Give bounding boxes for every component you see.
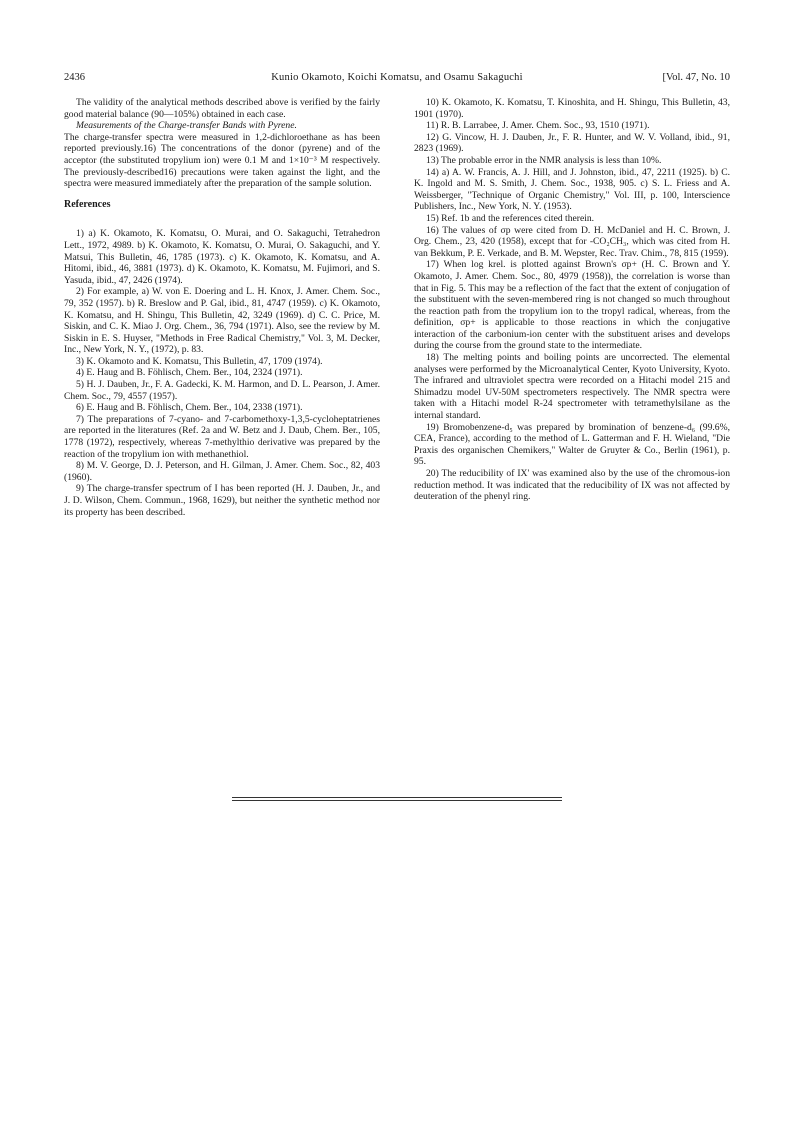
reference-item: 7) The preparations of 7-cyano- and 7-carbomethoxy-1,3,5-cycloheptatrienes are reported in the literatures (Ref. 2a and W. Betz and J. Daub, Chem. Ber., 105, 1778 (1972), respectively, whereas 7-methylthio derivative was prepared by the reaction of the tropylium ion with methanethiol. (64, 413, 380, 460)
reference-item: 20) The reducibility of IX' was examined also by the use of the chromous-ion reduction method. It was indicated that the reducibility of IX was not affected by deuteration of the phenyl ring. (414, 468, 730, 503)
reference-item: 16) The values of σp were cited from D. H. McDaniel and H. C. Brown, J. Org. Chem., 23, 420 (1958), except that for -CO₂CH₃, which was cited from H. van Bekkum, P. E. Verkade, and B. M. Wepster, Rec. Trav. Chim., 78, 815 (1959). (414, 224, 730, 259)
reference-item: 8) M. V. George, D. J. Peterson, and H. Gilman, J. Amer. Chem. Soc., 82, 403 (1960). (64, 460, 380, 483)
reference-item: 12) G. Vincow, H. J. Dauben, Jr., F. R. Hunter, and W. V. Volland, ibid., 91, 2823 (1969). (414, 131, 730, 155)
left-column (64, 97, 380, 518)
reference-item: 13) The probable error in the NMR analysis is less than 10%. (426, 154, 662, 166)
reference-item: 17) When log krel. is plotted against Brown's σp+ (H. C. Brown and Y. Okamoto, J. Amer. Chem. Soc., 80, 4979 (1958)), the correlation is worse than that in Fig. 5. This may be a reflection of the fact that the extent of conjugation of the substituent with the seven-membered ring is not changed so much throughout the reaction path from the tropylium ion to the tropyl radical, whereas, from the definition, σp+ is applicable to those reactions in which the conjugative interaction of the carbonium-ion center with the substituent arises and develops during the course from the ground state to the intermediate. (414, 259, 730, 352)
reference-item: 11) R. B. Larrabee, J. Amer. Chem. Soc., 93, 1510 (1971). (426, 120, 650, 132)
references-heading: References (64, 198, 111, 210)
measurement-paragraph: The charge-transfer spectra were measured in 1,2-dichloroethane as has been reported previously.16) The concentrations of the donor (pyrene) and of the acceptor (the substituted tropylium ion) were 0.1 M and 1×10⁻³ M respectively. The previously-described16) precautions were taken against the light, and the spectra were measured immediately after the preparation of the sample solution. (64, 131, 380, 190)
author-line: Kunio Okamoto, Koichi Komatsu, and Osamu Sakaguchi (271, 72, 523, 83)
running-header (64, 72, 730, 86)
reference-item: 1) a) K. Okamoto, K. Komatsu, O. Murai, and O. Sakaguchi, Tetrahedron Lett., 1972, 4989. b) K. Okamoto, K. Komatsu, O. Murai, O. Sakaguchi, and Y. Matsui, This Bulletin, 46, 1785 (1973). c) K. Okamoto, K. Komatsu, and A. Hitomi, ibid., 46, 3881 (1973). d) K. Okamoto, K. Komatsu, M. Fujimori, and S. Yasuda, ibid., 47, 2426 (1974). (64, 228, 380, 286)
reference-item: 3) K. Okamoto and K. Komatsu, This Bulletin, 47, 1709 (1974). (76, 355, 323, 367)
reference-item: 14) a) A. W. Francis, A. J. Hill, and J. Johnston, ibid., 47, 2211 (1925). b) C. K. Ingold and M. S. Smith, J. Chem. Soc., 1938, 905. c) S. L. Friess and A. Weissberger, "Technique of Organic Chemistry," Vol. III, p. 100, Interscience Publishers, Inc., New York, N. Y. (1953). (414, 166, 730, 213)
reference-item: 19) Bromobenzene-d₅ was prepared by bromination of benzene-d₆ (99.6%, CEA, France), according to the method of L. Gatterman and F. H. Wieland, "Die Praxis des organischen Chemikers," Walter de Gruyter & Co., Berlin (1961), p. 95. (414, 421, 730, 468)
reference-item: 2) For example, a) W. von E. Doering and L. H. Knox, J. Amer. Chem. Soc., 79, 352 (1957). b) R. Breslow and P. Gal, ibid., 81, 4747 (1959). c) K. Okamoto, K. Komatsu, and H. Shingu, This Bulletin, 42, 3249 (1969). d) C. C. Price, M. Siskin, and C. K. Miao J. Org. Chem., 36, 794 (1971). Also, see the review by M. Siskin in E. S. Huyser, "Methods in Free Radical Chemistry," Vol. 3, M. Decker, Inc., New York, N. Y., (1972), p. 83. (64, 286, 380, 356)
reference-item: 5) H. J. Dauben, Jr., F. A. Gadecki, K. M. Harmon, and D. L. Pearson, J. Amer. Chem. Soc., 79, 4557 (1957). (64, 379, 380, 402)
reference-item: 10) K. Okamoto, K. Komatsu, T. Kinoshita, and H. Shingu, This Bulletin, 43, 1901 (1970). (414, 97, 730, 120)
reference-item: 6) E. Haug and B. Föhlisch, Chem. Ber., 104, 2338 (1971). (76, 402, 303, 414)
reference-item: 18) The melting points and boiling points are uncorrected. The elemental analyses were performed by the Microanalytical Center, Kyoto University, Kyoto. The infrared and ultraviolet spectra were recorded on a Hitachi model 215 and Shimadzu model UV-50M spectrometers respectively. The NMR spectra were taken with a Hitachi model R-24 spectrometer with tetramethylsilane as the internal standard. (414, 352, 730, 422)
reference-item: 15) Ref. 1b and the references cited therein. (426, 212, 595, 224)
section-subheading: Measurements of the Charge-transfer Bands with Pyrene. (76, 120, 297, 132)
volume-label: [Vol. 47, No. 10 (662, 72, 730, 83)
right-column (414, 97, 730, 503)
reference-item: 9) The charge-transfer spectrum of I has been reported (H. J. Dauben, Jr., and J. D. Wilson, Chem. Commun., 1968, 1629), but neither the synthetic method nor its property has been described. (64, 483, 380, 518)
intro-paragraph: The validity of the analytical methods described above is verified by the fairly good material balance (90—105%) obtained in each case. (64, 97, 380, 120)
page-number: 2436 (64, 72, 85, 83)
reference-item: 4) E. Haug and B. Föhlisch, Chem. Ber., 104, 2324 (1971). (76, 367, 303, 379)
end-of-article-rule (232, 797, 562, 798)
